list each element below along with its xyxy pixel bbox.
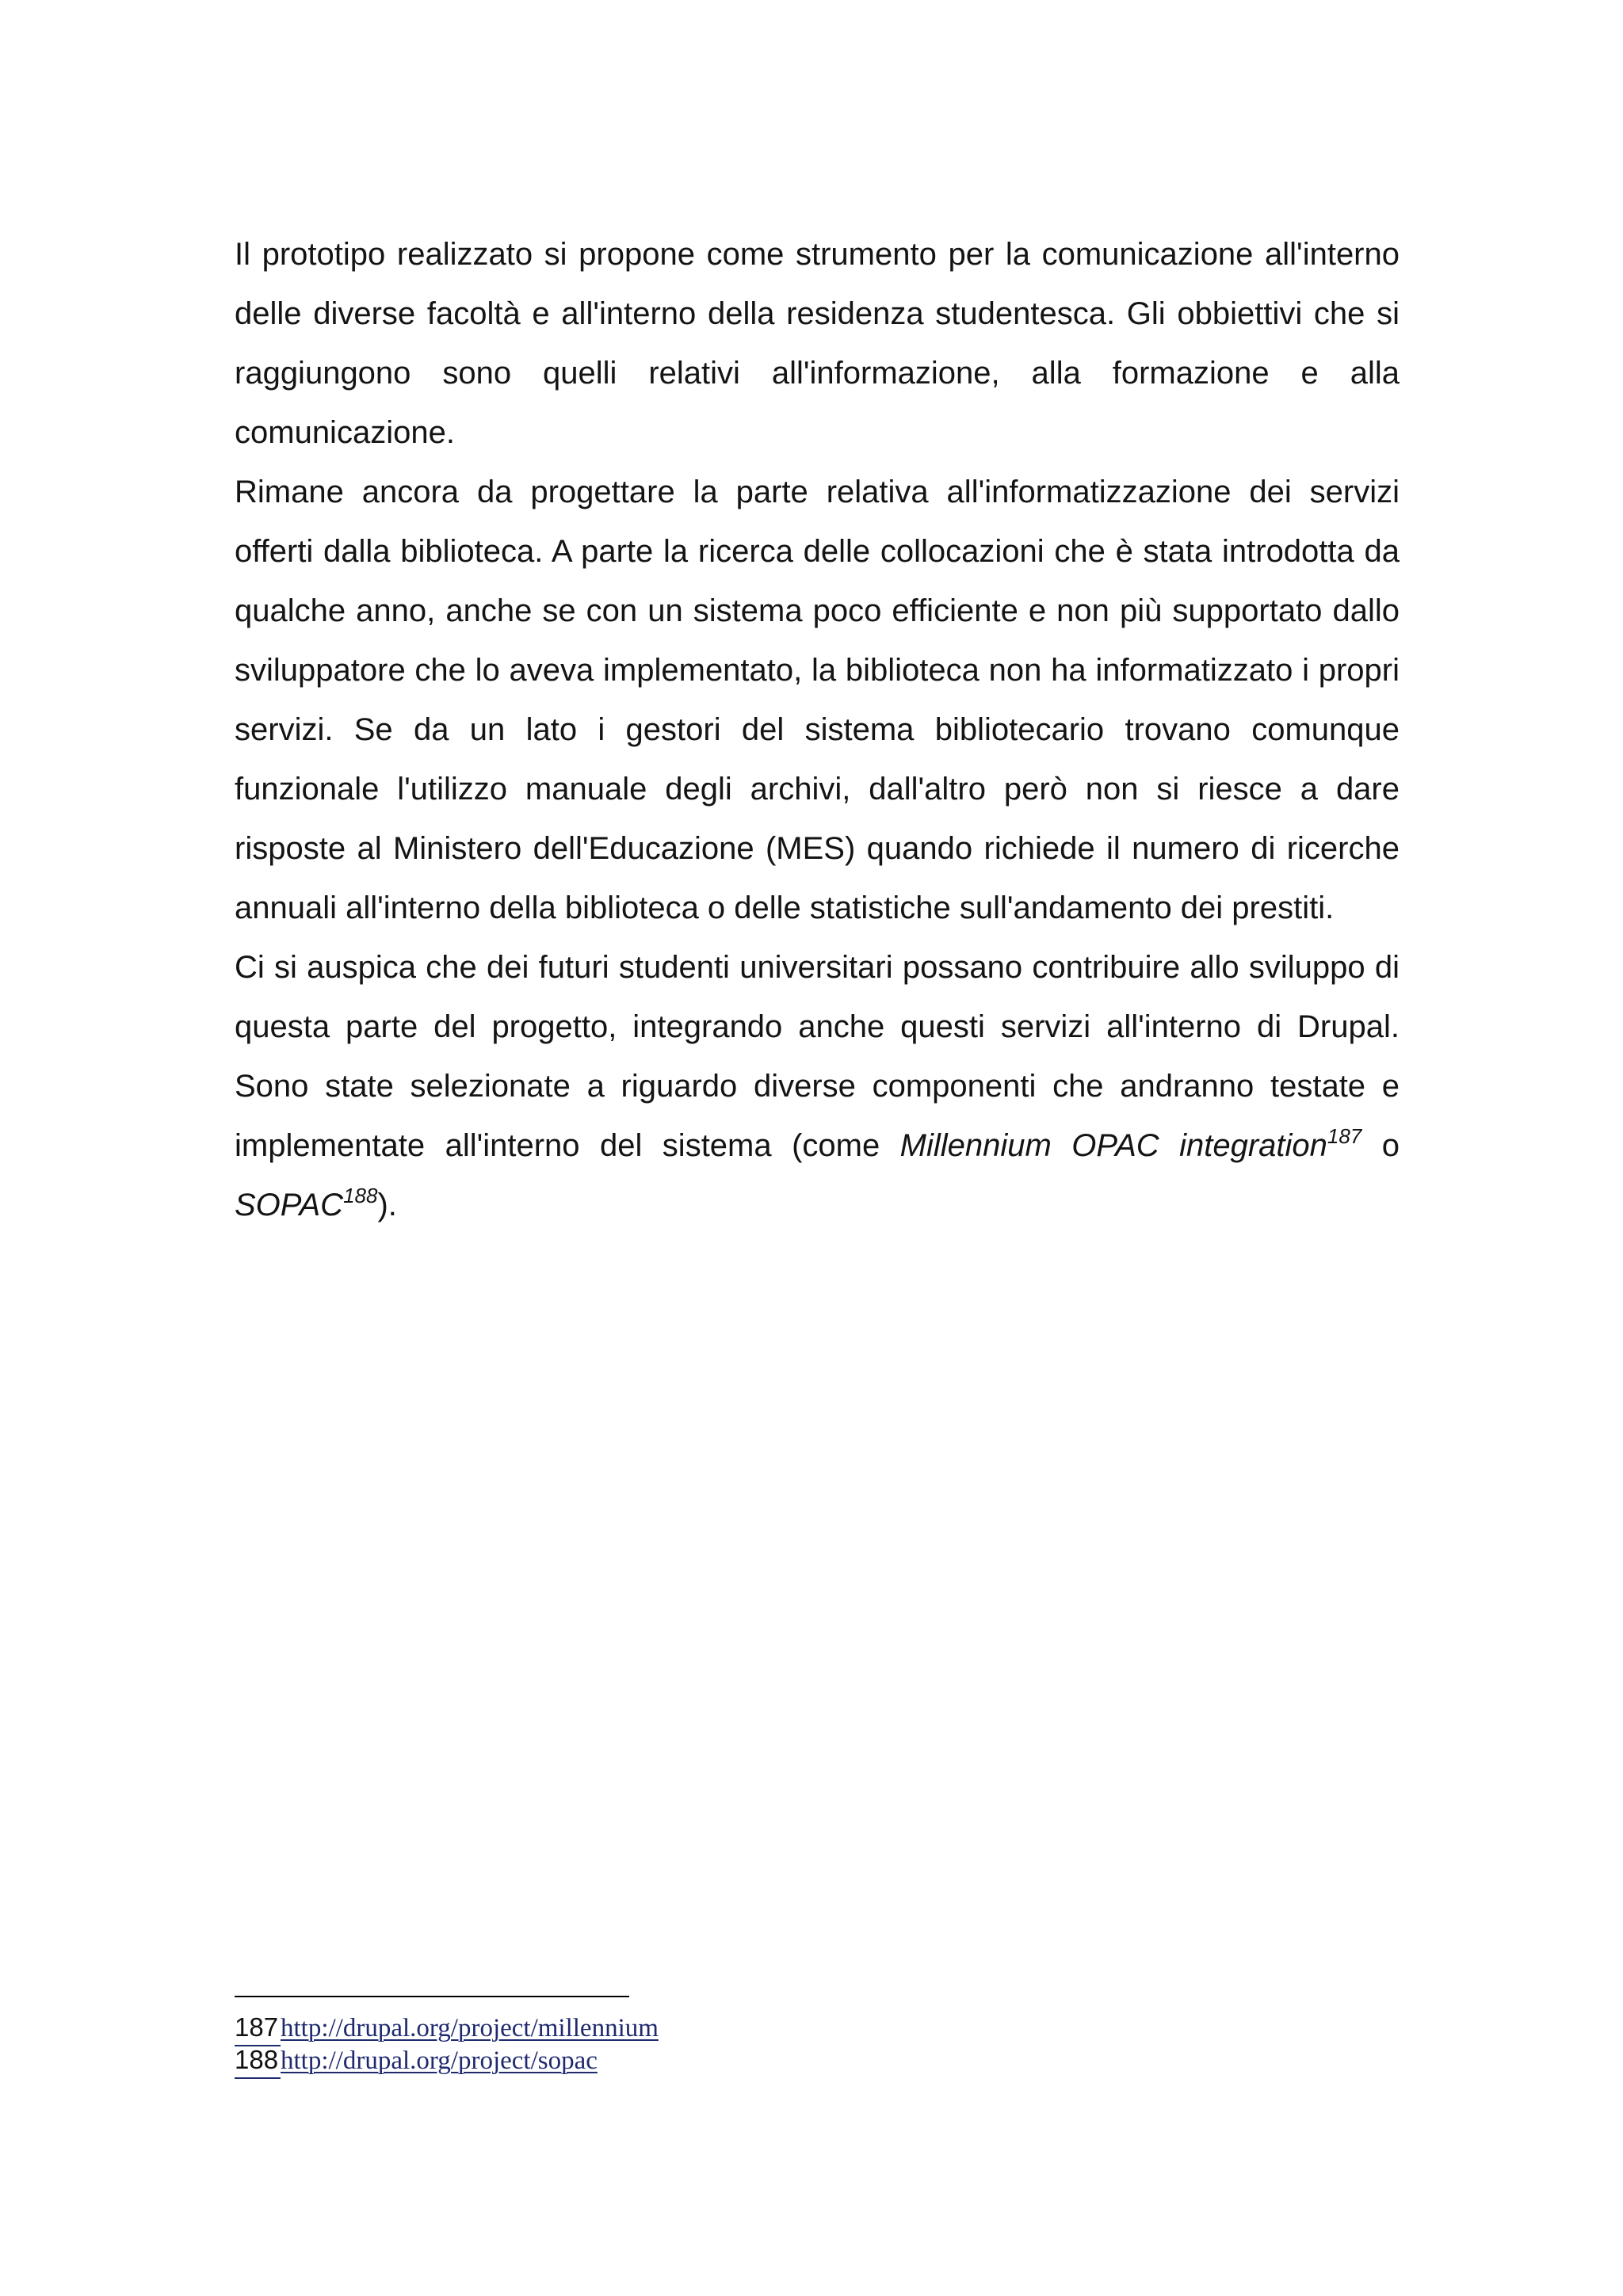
term-sopac: SOPAC xyxy=(235,1188,344,1222)
footnote-link-sopac[interactable]: http://drupal.org/project/sopac xyxy=(235,2046,598,2076)
footnote-ref-188[interactable]: 188 xyxy=(343,1184,378,1207)
paragraph-3 xyxy=(235,938,1400,1235)
paragraph-3-connector: o xyxy=(1361,1128,1400,1163)
footnote-number: 187 xyxy=(235,2012,279,2042)
footnote-188 xyxy=(235,2045,1400,2077)
footnote-ref-187[interactable]: 187 xyxy=(1327,1124,1362,1148)
paragraph-3-text: Ci si auspica che dei futuri studenti universitari possano contribuire allo sviluppo di questa parte del progetto, integrando anche questi servizi all'interno di Drupal. Sono state selezionate a riguardo diverse componenti che andranno testate e implementate all'interno del sistema (come xyxy=(235,950,1400,1163)
footnotes xyxy=(235,2012,1400,2077)
paragraph-3-end: ). xyxy=(377,1188,397,1222)
paragraph-2: Rimane ancora da progettare la parte relativa all'informatizzazione dei servizi offerti dalla biblioteca. A parte la ricerca delle collocazioni che è stata introdotta da qualche anno, anche se con un sistema poco efficiente e non più supportato dallo sviluppatore che lo aveva implementato, la biblioteca non ha informatizzato i propri servizi. Se da un lato i gestori del sistema bibliotecario trovano comunque funzionale l'utilizzo manuale degli archivi, dall'altro però non si riesce a dare risposte al Ministero dell'Educazione (MES) quando richiede il numero di ricerche annuali all'interno della biblioteca o delle statistiche sull'andamento dei prestiti. xyxy=(235,475,1400,925)
body-text xyxy=(235,225,1400,1235)
footnote-separator xyxy=(235,1996,629,1997)
term-millennium-opac: Millennium OPAC integration xyxy=(899,1128,1327,1163)
footnote-number: 188 xyxy=(235,2045,279,2074)
paragraph-1: Il prototipo realizzato si propone come strumento per la comunicazione all'interno delle diverse facoltà e all'interno della residenza studentesca. Gli obbiettivi che si raggiungono sono quelli relativi all'informazione, alla formazione e alla comunicazione. xyxy=(235,237,1400,450)
footnote-link-millennium[interactable]: http://drupal.org/project/millennium xyxy=(235,2014,659,2043)
footnote-187 xyxy=(235,2012,1400,2045)
